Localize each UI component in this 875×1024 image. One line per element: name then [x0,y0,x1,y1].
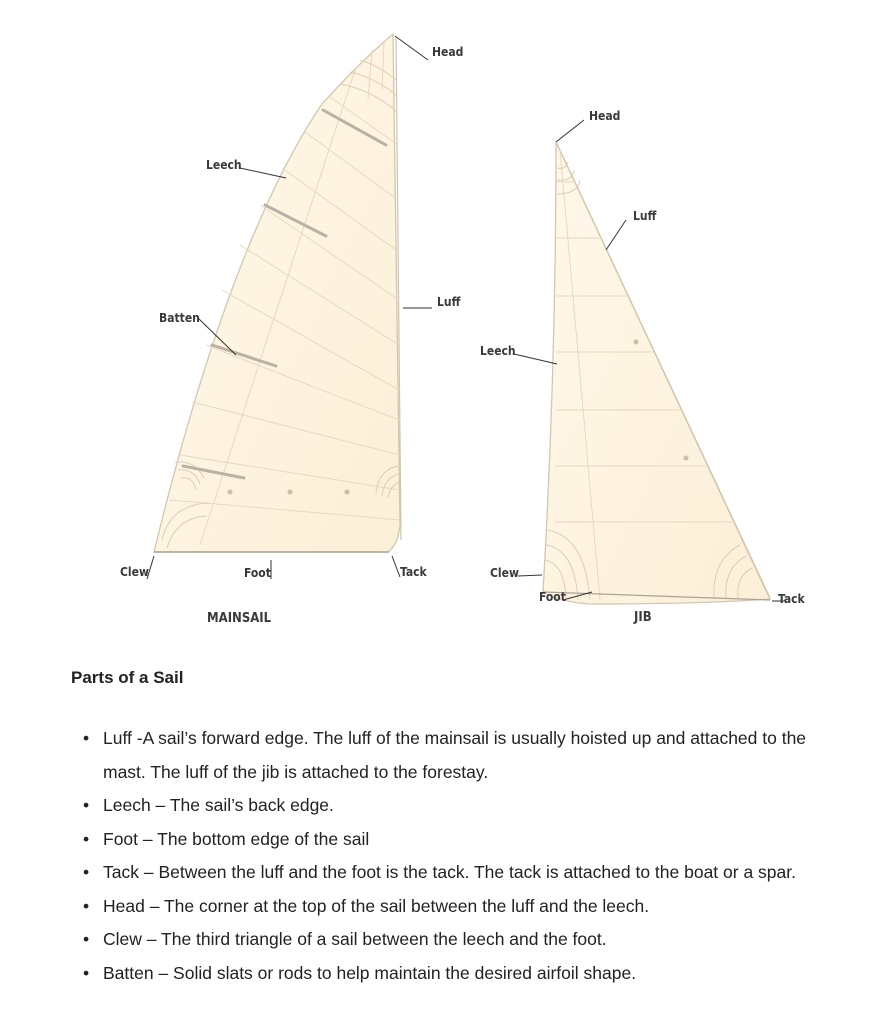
mainsail-foot-label: Foot [244,566,271,580]
mainsail-batten-label: Batten [159,311,200,325]
bullet-icon: • [83,862,90,882]
list-item [78,923,838,957]
section-title: Parts of a Sail [71,668,184,687]
list-item-text: Leech – The sail’s back edge. [103,795,334,815]
jib-tack-label: Tack [778,592,805,606]
list-item-text: Batten – Solid slats or rods to help maintain the desired airfoil shape. [103,962,637,983]
jib-caption: JIB [634,610,652,625]
list-item [78,890,838,924]
list-item-text: Luff -A sail’s forward edge. The luff of the mainsail is usually hoisted up and attached to the mast. The luff of the jib is attached to the forestay. [103,728,807,782]
bullet-icon: • [83,828,90,849]
bullet-icon: • [83,929,90,949]
mainsail-clew-label: Clew [120,565,149,579]
list-item-text: Clew – The third triangle of a sail between the leech and the foot. [103,929,607,949]
parts-list [78,722,838,990]
mainsail-leech-label: Leech [206,158,242,172]
jib-clew-label: Clew [490,566,519,580]
mainsail-head-label: Head [432,45,464,59]
bullet-icon: • [83,962,90,983]
mainsail-luff-label: Luff [437,295,461,309]
list-item [78,957,838,991]
list-item-text: Tack – Between the luff and the foot is the tack. The tack is attached to the boat or a spar. [103,862,796,882]
list-item [78,722,838,789]
jib-body [543,142,770,604]
bullet-icon: • [83,795,90,815]
jib-leech-label: Leech [480,344,516,358]
bullet-icon: • [83,728,90,748]
list-item [78,856,838,890]
mainsail-tack-label: Tack [400,565,427,579]
bullet-icon: • [83,895,90,916]
list-item-text: Head – The corner at the top of the sail between the luff and the leech. [103,895,650,916]
mainsail-body [154,34,400,552]
jib-luff-label: Luff [633,209,657,223]
jib-foot-label: Foot [539,590,566,604]
list-item [78,823,838,857]
list-item [78,789,838,823]
list-item-text: Foot – The bottom edge of the sail [103,828,370,849]
mainsail-caption: MAINSAIL [207,611,272,626]
jib-illustration [543,142,770,604]
jib-head-label: Head [589,109,621,123]
mainsail-illustration [154,34,401,552]
